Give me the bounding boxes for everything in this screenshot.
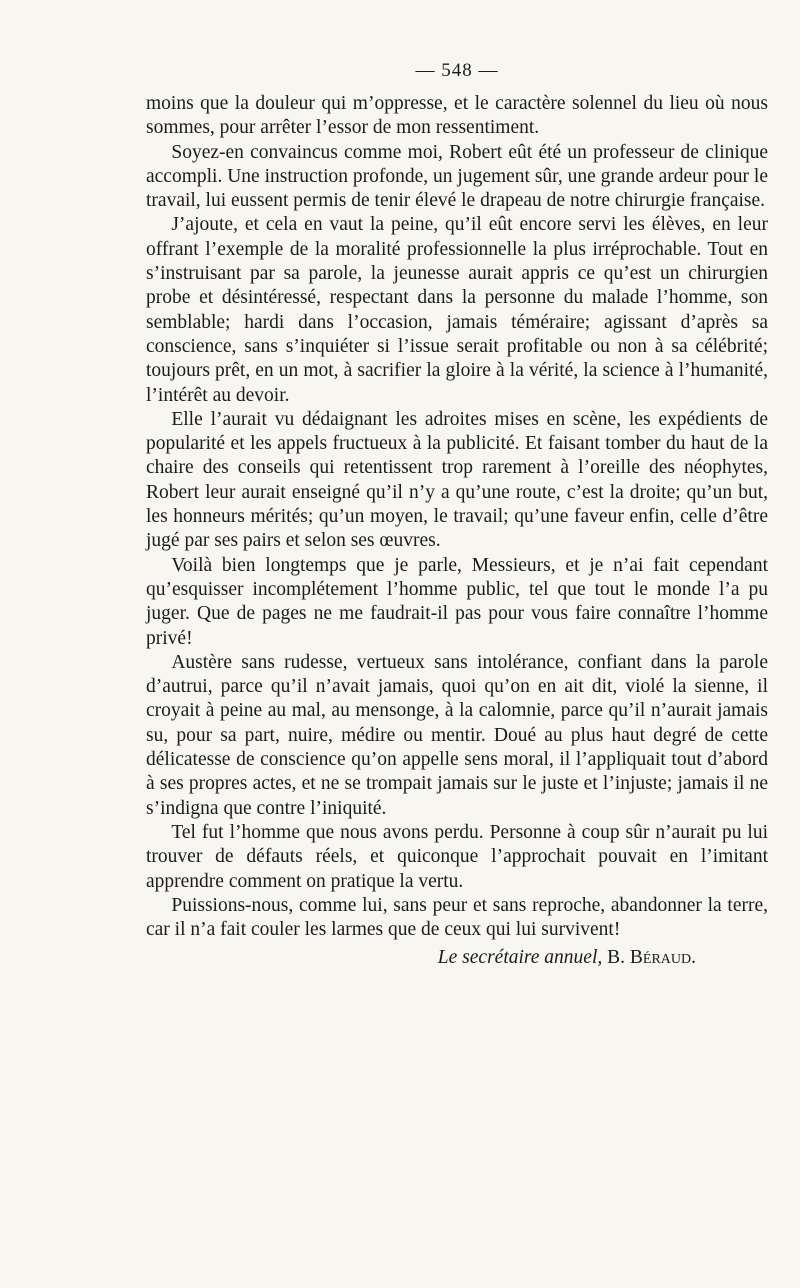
paragraph-3: J’ajoute, et cela en vaut la peine, qu’il eût encore servi les élèves, en leur offrant l’exemple de la moralité professionnelle la plus irréprochable. Tout en s’instruisant par sa parole, la jeunesse aurait appris ce qu’est un chirurgien probe et désintéressé, respectant dans la personne du malade l’homme, son semblable; hardi dans l’occasion, jamais téméraire; agissant d’après sa conscience, sans s’inquiéter si l’issue serait profitable ou non à sa célébrité; toujours prêt, en un mot, à sacrifier la gloire à la vérité, la science à l’humanité, l’intérêt au devoir. [146,214,768,406]
paragraph-6: Austère sans rudesse, vertueux sans intolérance, confiant dans la parole d’autrui, parce qu’il n’avait jamais, quoi qu’on en ait dit, violé la sienne, il croyait à peine au mal, au mensonge, à la calomnie, parce qu’il n’aurait jamais su, pour sa part, nuire, médire ou mentir. Doué au plus haut degré de cette délicatesse de conscience qu’on appelle sens moral, il l’appliquait tout d’abord à ses propres actes, et ne se trompait jamais sur le juste et l’injuste; jamais il ne s’indigna que contre l’iniquité. [146,651,768,819]
paragraph-1: moins que la douleur qui m’oppresse, et le caractère solennel du lieu où nous sommes, pour arrêter l’essor de mon ressentiment. [146,93,768,139]
paragraph-2: Soyez-en convaincus comme moi, Robert eût été un professeur de clinique accompli. Une instruction profonde, un jugement sûr, une grande ardeur pour le travail, lui eussent permis de tenir élevé le drapeau de notre chirurgie française. [146,141,768,212]
document-page [146,60,768,970]
paragraph-4: Elle l’aurait vu dédaignant les adroites mises en scène, les expédients de popularité et les appels fructueux à la publicité. Et faisant tomber du haut de la chaire des conseils qui retentissent trop rarement à l’oreille des néophytes, Robert leur aurait enseigné qu’il n’y a qu’une route, c’est la droite; qu’un but, les honneurs mérités; qu’un moyen, le travail; qu’une faveur enfin, celle d’être jugé par ses pairs et selon ses œuvres. [146,408,768,552]
paragraph-7: Tel fut l’homme que nous avons perdu. Personne à coup sûr n’aurait pu lui trouver de défauts réels, et quiconque l’approchait pouvait en l’imitant apprendre comment on pratique la vertu. [146,821,768,892]
signature-initial: B. [607,947,626,969]
body-text [146,92,768,942]
signature-role: Le secrétaire annuel, [437,947,603,969]
signature-line [146,946,768,970]
paragraph-5: Voilà bien longtemps que je parle, Messieurs, et je n’ai fait cependant qu’esquisser incomplétement l’homme public, tel que tout le monde l’a pu juger. Que de pages ne me faudrait-il pas pour vous faire connaître l’homme privé! [146,554,768,649]
page-number: — 548 — [415,60,499,81]
paragraph-8: Puissions-nous, comme lui, sans peur et sans reproche, abandonner la terre, car il n’a fait couler les larmes que de ceux qui lui survivent! [146,894,768,941]
signature-name: Béraud. [629,947,696,969]
